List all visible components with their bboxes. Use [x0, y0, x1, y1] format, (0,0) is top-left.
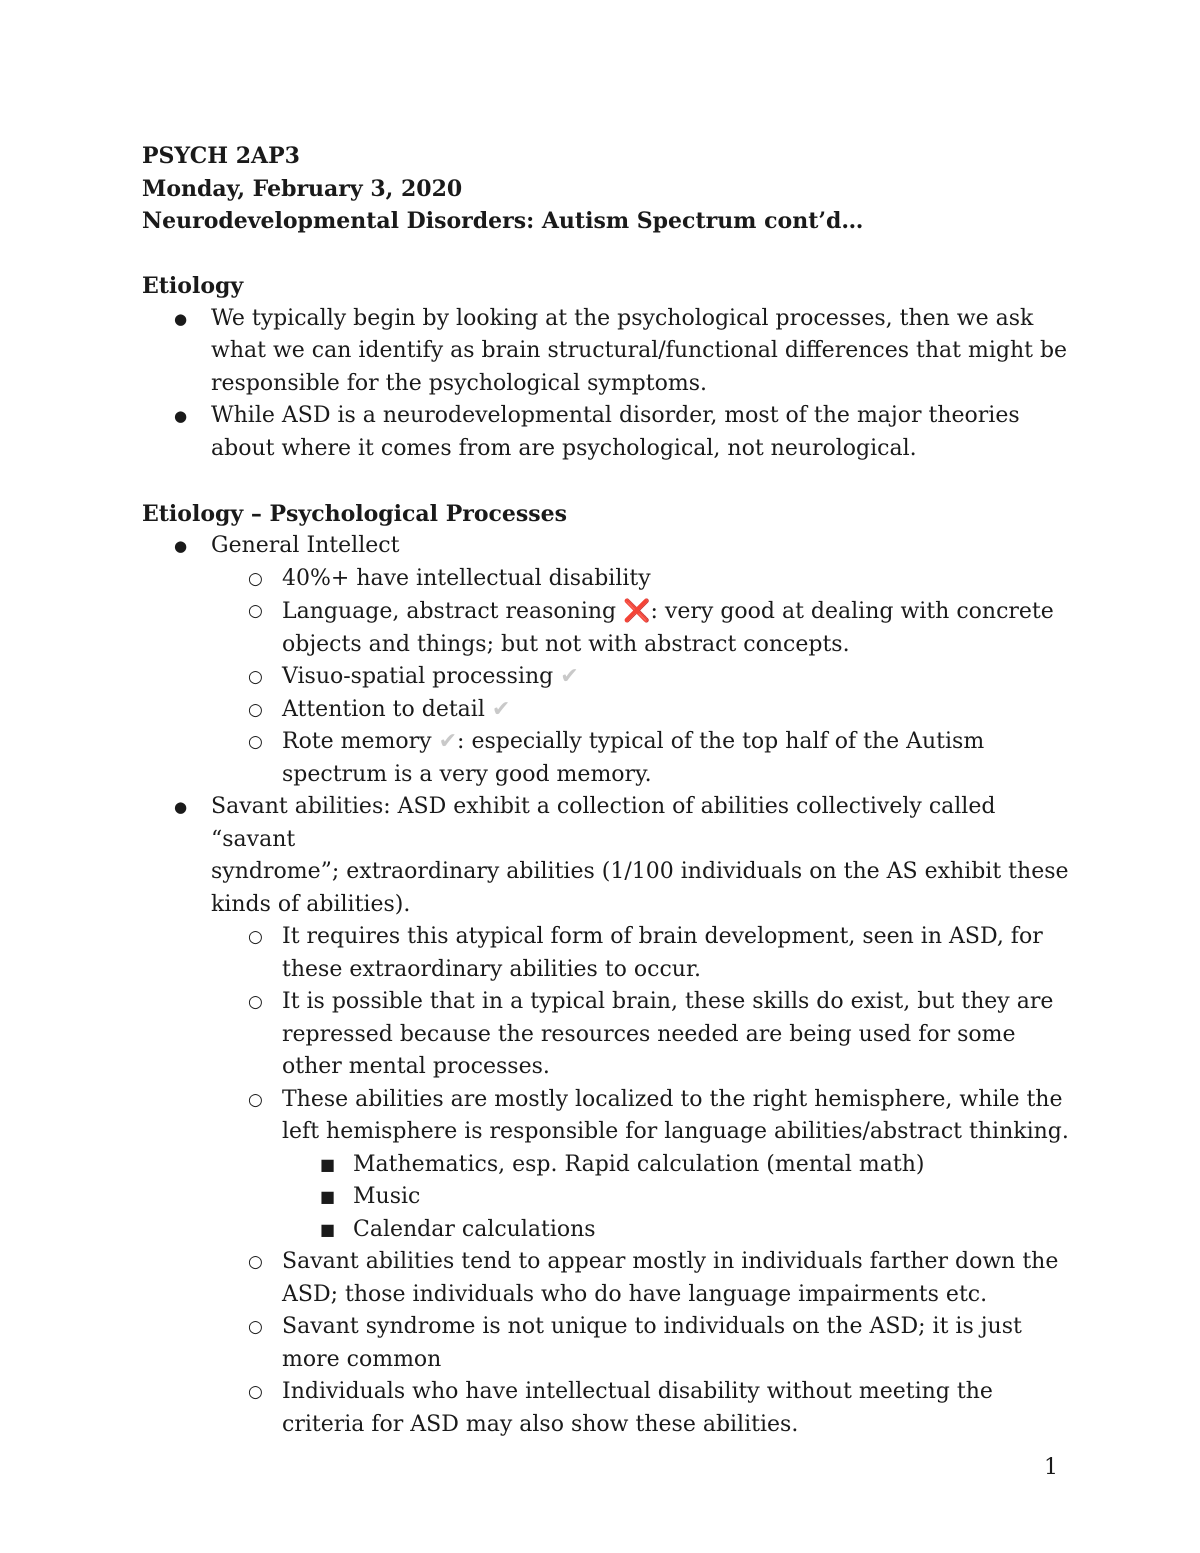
list-item: ○ Rote memory ✔︎: especially typical of the top half of the Autism spectrum is a very good memory.	[142, 726, 1072, 791]
list-item: ○ Individuals who have intellectual disability without meeting the criteria for ASD may also show these abilities.	[142, 1376, 1072, 1441]
list-item: ● We typically begin by looking at the psychological processes, then we ask what we can identify as brain structural/functional differences that might be responsible for the psychological symptoms.	[142, 303, 1072, 401]
bullet-icon: ●	[174, 798, 188, 816]
list-item: ○ Savant abilities tend to appear mostly in individuals farther down the ASD; those individuals who do have language impairments etc.	[142, 1246, 1072, 1311]
course-code: PSYCH 2AP3	[142, 143, 300, 169]
list-item: ● While ASD is a neurodevelopmental disorder, most of the major theories about where it comes from are psychological, not neurological.	[142, 400, 1072, 465]
lecture-topic: Neurodevelopmental Disorders: Autism Spectrum cont’d…	[142, 208, 864, 234]
circle-bullet-icon: ○	[248, 699, 263, 720]
check-mark-icon: ✔︎	[438, 729, 458, 754]
list-item: ○ Attention to detail ✔︎	[142, 694, 1072, 727]
list-item: ○ These abilities are mostly localized to the right hemisphere, while the left hemisphere is responsible for language abilities/abstract thinking.	[142, 1084, 1072, 1149]
list-item: ● Savant abilities: ASD exhibit a collection of abilities collectively called “savant syndrome”; extraordinary abilities (1/100 individuals on the AS exhibit these kinds of abilities).	[142, 791, 1072, 921]
cross-mark-icon: ❌	[623, 598, 651, 624]
section-heading-psychological-processes: Etiology – Psychological Processes	[142, 500, 568, 527]
bullet-icon: ●	[174, 407, 188, 425]
psychological-processes-list	[142, 530, 1072, 1441]
circle-bullet-icon: ○	[248, 1252, 263, 1272]
list-item: ○ Savant syndrome is not unique to individuals on the ASD; it is just more common	[142, 1311, 1072, 1376]
circle-bullet-icon: ○	[248, 1317, 263, 1337]
check-mark-icon: ✔︎	[560, 664, 579, 689]
circle-bullet-icon: ○	[248, 1382, 263, 1402]
section-heading-etiology: Etiology	[142, 273, 244, 299]
circle-bullet-icon: ○	[248, 667, 263, 687]
list-item: ● General Intellect	[142, 530, 1072, 563]
square-bullet-icon: ■	[320, 1219, 336, 1239]
lecture-date: Monday, February 3, 2020	[142, 175, 463, 202]
list-item: ■ Mathematics, esp. Rapid calculation (mental math)	[142, 1149, 1072, 1182]
square-bullet-icon: ■	[320, 1154, 336, 1174]
list-item: ■ Calendar calculations	[142, 1214, 1072, 1247]
list-item: ○ 40%+ have intellectual disability	[142, 563, 1072, 596]
circle-bullet-icon: ○	[248, 568, 263, 589]
page-number: 1	[1044, 1455, 1058, 1480]
list-item: ■ Music	[142, 1181, 1072, 1214]
circle-bullet-icon: ○	[248, 1089, 263, 1110]
document-page	[142, 140, 1072, 1441]
spacer	[142, 238, 1072, 271]
bullet-icon: ●	[174, 537, 188, 555]
list-item: ○ Language, abstract reasoning ❌: very good at dealing with concrete objects and things; but not with abstract concepts.	[142, 595, 1072, 661]
square-bullet-icon: ■	[320, 1187, 336, 1206]
circle-bullet-icon: ○	[248, 927, 263, 947]
etiology-list	[142, 303, 1072, 466]
spacer	[142, 465, 1072, 498]
list-item: ○ It is possible that in a typical brain, these skills do exist, but they are repressed because the resources needed are being used for some other mental processes.	[142, 986, 1072, 1084]
circle-bullet-icon: ○	[248, 992, 263, 1012]
check-mark-icon: ✔︎	[491, 696, 511, 722]
list-item: ○ Visuo-spatial processing ✔︎	[142, 661, 1072, 694]
circle-bullet-icon: ○	[248, 732, 263, 752]
list-item: ○ It requires this atypical form of brain development, seen in ASD, for these extraordinary abilities to occur.	[142, 921, 1072, 986]
circle-bullet-icon: ○	[248, 601, 263, 621]
bullet-icon: ●	[174, 309, 188, 328]
